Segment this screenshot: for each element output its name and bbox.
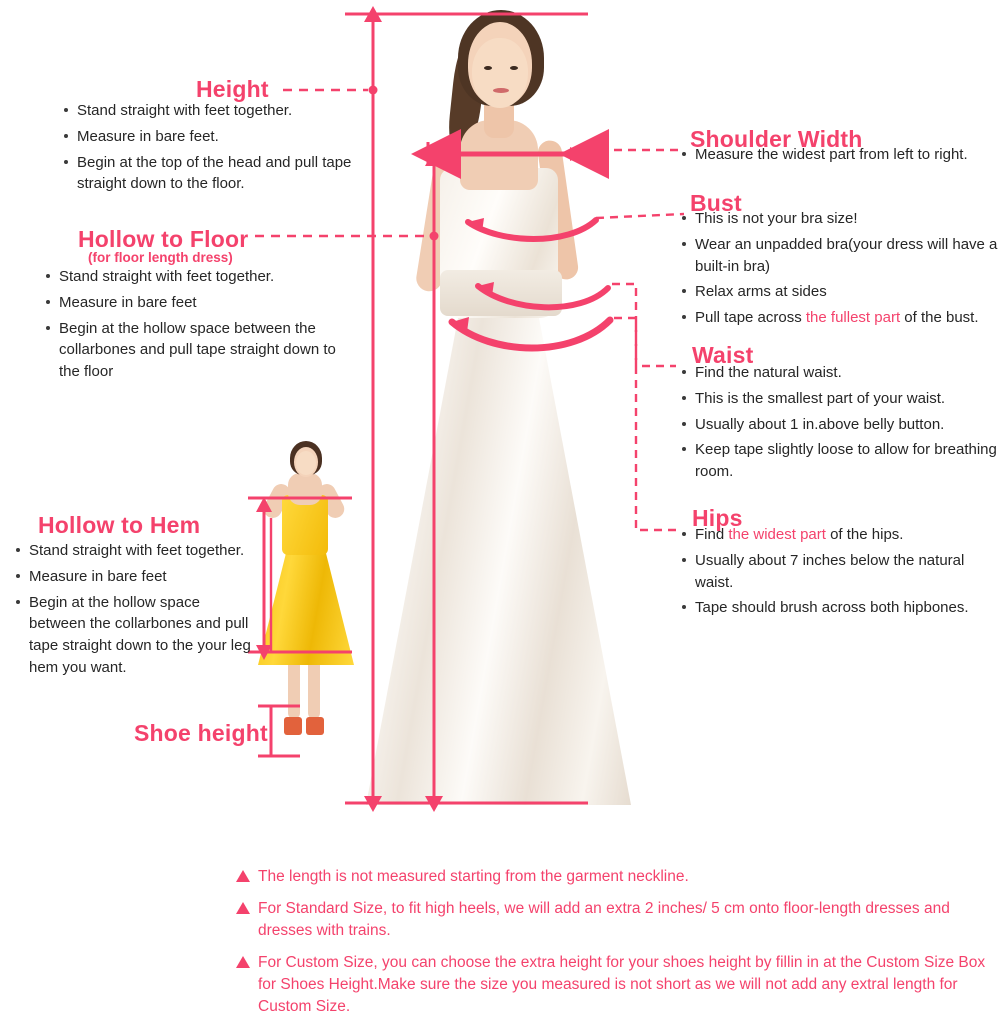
hollow-to-hem-heading: Hollow to Hem (38, 512, 201, 538)
hips-bullet-1-text: Find the widest part of the hips. (695, 526, 904, 543)
bust-bullet-1: This is not your bra size! (680, 208, 1000, 230)
waist-bullets (680, 362, 1000, 487)
bust-bullet-3: Relax arms at sides (680, 281, 1000, 303)
hollow-to-hem-bullet-1: Stand straight with feet together. (14, 540, 254, 562)
shoulder-width-heading: Shoulder Width (690, 126, 863, 152)
footnote-2-text: For Standard Size, to fit high heels, we will add an extra 2 inches/ 5 cm onto floor-length dresses and dresses with trains. (258, 900, 950, 939)
hips-bullet-1-text-highlight: the widest part (728, 526, 826, 543)
bust-bullet-4-text: Pull tape across the fullest part of the bust. (695, 309, 979, 326)
warning-triangle-icon (236, 870, 250, 882)
hollow-to-hem-bullet-3: Begin at the hollow space between the collarbones and pull tape straight down to the your leg hem you want. (14, 592, 254, 679)
waist-bullet-1: Find the natural waist. (680, 362, 1000, 384)
footnote-2 (236, 898, 996, 942)
tall-model-photo (348, 0, 648, 810)
waist-bullet-2: This is the smallest part of your waist. (680, 388, 1000, 410)
hips-bullets (680, 524, 1000, 623)
hips-bullet-3: Tape should brush across both hipbones. (680, 597, 1000, 619)
hollow-to-floor-bullet-3: Begin at the hollow space between the collarbones and pull tape straight down to the floor (44, 318, 344, 383)
warning-triangle-icon (236, 956, 250, 968)
waist-bullet-3: Usually about 1 in.above belly button. (680, 414, 1000, 436)
shoulder-width-bullets (680, 144, 1000, 170)
footnote-1-text: The length is not measured starting from the garment neckline. (258, 868, 689, 885)
hollow-to-floor-bullet-2: Measure in bare feet (44, 292, 344, 314)
hollow-to-floor-bullets (44, 266, 344, 387)
height-bullet-2: Measure in bare feet. (62, 126, 362, 148)
footnote-1 (236, 866, 996, 888)
bust-bullets (680, 208, 1000, 333)
warning-triangle-icon (236, 902, 250, 914)
waist-bullet-4: Keep tape slightly loose to allow for breathing room. (680, 439, 1000, 483)
hollow-to-floor-bullet-1: Stand straight with feet together. (44, 266, 344, 288)
bust-bullet-2: Wear an unpadded bra(your dress will have a built-in bra) (680, 234, 1000, 278)
height-bullets (62, 100, 362, 199)
height-bullet-3: Begin at the top of the head and pull tape straight down to the floor. (62, 152, 362, 196)
hips-bullet-2: Usually about 7 inches below the natural waist. (680, 550, 1000, 594)
hollow-to-hem-bullets (14, 540, 254, 683)
footnote-3 (236, 952, 996, 1018)
hollow-to-floor-heading: Hollow to Floor (78, 226, 249, 252)
hollow-to-hem-bullet-2: Measure in bare feet (14, 566, 254, 588)
height-heading: Height (196, 76, 269, 102)
footnotes (236, 866, 996, 1028)
height-bullet-1: Stand straight with feet together. (62, 100, 362, 122)
hips-bullet-1 (680, 524, 1000, 546)
bust-bullet-4-text-highlight: the fullest part (805, 309, 901, 326)
waist-heading: Waist (692, 342, 754, 368)
footnote-3-text: For Custom Size, you can choose the extra height for your shoes height by fillin in at the Custom Size Box for Shoes Height.Make sure the size you measured is not short as we will not add any extral length for Custom Size. (258, 954, 986, 1015)
bust-bullet-4 (680, 307, 1000, 329)
shoulder-width-bullet-1: Measure the widest part from left to right. (680, 144, 1000, 166)
bust-heading: Bust (690, 190, 742, 216)
hollow-to-floor-subnote: (for floor length dress) (88, 250, 233, 265)
short-dress-model-photo (252, 435, 357, 755)
hips-heading: Hips (692, 505, 743, 531)
shoe-height-heading: Shoe height (134, 720, 268, 746)
